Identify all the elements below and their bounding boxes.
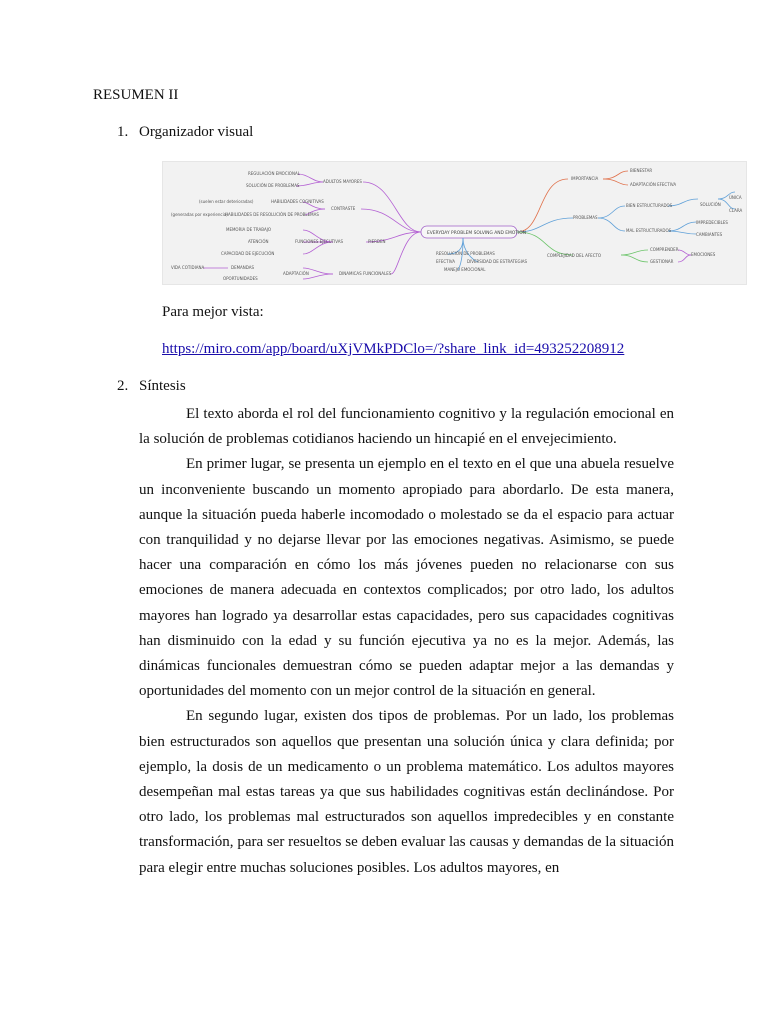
svg-text:ATENCIÓN: ATENCIÓN (248, 239, 269, 244)
svg-text:(suelen estar deterioradas): (suelen estar deterioradas) (199, 199, 254, 204)
svg-text:HABILIDADES DE RESOLUCIÓN DE P: HABILIDADES DE RESOLUCIÓN DE PROBLEMAS (225, 212, 319, 217)
svg-text:ADULTOS MAYORES: ADULTOS MAYORES (323, 179, 362, 184)
svg-text:CAPACIDAD DE EJECUCIÓN: CAPACIDAD DE EJECUCIÓN (221, 251, 275, 256)
svg-text:RESOLUCIÓN DE PROBLEMAS: RESOLUCIÓN DE PROBLEMAS (436, 251, 495, 256)
svg-text:DIVERSIDAD DE ESTRATEGIAS: DIVERSIDAD DE ESTRATEGIAS (467, 259, 528, 264)
section-2-title: Síntesis (139, 378, 186, 394)
svg-text:MANEJO EMOCIONAL: MANEJO EMOCIONAL (444, 267, 486, 272)
svg-text:ADAPTACIÓN: ADAPTACIÓN (283, 271, 309, 276)
svg-text:CLARA: CLARA (729, 208, 743, 213)
svg-text:SOLUCIÓN: SOLUCIÓN (700, 202, 721, 207)
svg-text:COMPLEJIDAD DEL AFECTO: COMPLEJIDAD DEL AFECTO (547, 253, 602, 258)
section-1-number: 1. (117, 124, 129, 140)
svg-text:CAMBIANTES: CAMBIANTES (696, 232, 723, 237)
svg-text:HABILIDADES COGNITIVAS: HABILIDADES COGNITIVAS (271, 199, 324, 204)
svg-text:MAL ESTRUCTURADOS: MAL ESTRUCTURADOS (626, 228, 672, 233)
svg-text:GESTIONAR: GESTIONAR (650, 259, 674, 264)
svg-text:OPORTUNIDADES: OPORTUNIDADES (223, 276, 258, 281)
svg-text:(generadas por experiencia): (generadas por experiencia) (171, 212, 228, 217)
section-1-title: Organizador visual (139, 124, 254, 140)
svg-text:ÚNICA: ÚNICA (729, 195, 742, 200)
svg-text:VIDA COTIDIANA: VIDA COTIDIANA (171, 265, 205, 270)
synthesis-paragraph: En segundo lugar, existen dos tipos de problemas. Por un lado, los problemas bien estructurados son aquellos que presentan una solución única y clara definida; por ejemplo, la dosis de un medicamento o un problema matemático. Los adultos mayores desempeñan mal estas tareas ya que sus habilidades cognitivas están declinándose. Por otro lado, los problemas mal estructurados son aquellos impredecibles y en constante transformación, para ser resueltos se deben evaluar las causas y demandas de la situación para elegir entre muchas soluciones posibles. Los adultos mayores, en (139, 708, 674, 876)
view-label: Para mejor vista: (162, 304, 264, 320)
synthesis-body (139, 402, 674, 881)
synthesis-paragraph: En primer lugar, se presenta un ejemplo en el texto en el que una abuela resuelve un inconveniente buscando un momento apropiado para abordarlo. De esta manera, aunque la situación pueda haberle incomodado o molestado se da el espacio para actuar con tranquilidad y no dejarse llevar por las emociones negativas. Asimismo, se puede hacer una comparación en cómo los más jóvenes pueden no relacionarse con sus emociones de manera adecuada en contextos complicados; por otro lado, los adultos mayores han logrado ya desarrollar estas capacidades, pero sus capacidades cognitivas han disminuido con la edad y su función ejecutiva ya no es la mejor. Además, las dinámicas funcionales demuestran cómo se pueden adaptar mejor a las demandas y oportunidades del momento con un mejor control de la situación en general. (139, 456, 674, 700)
mindmap-image (162, 161, 747, 285)
document-title: RESUMEN II (93, 87, 179, 103)
synthesis-paragraph: El texto aborda el rol del funcionamiento cognitivo y la regulación emocional en la solución de problemas cotidianos haciendo un hincapié en el envejecimiento. (139, 406, 674, 448)
svg-text:EFECTIVA: EFECTIVA (436, 259, 455, 264)
section-2-number: 2. (117, 378, 129, 394)
svg-text:MEMORIA DE TRABAJO: MEMORIA DE TRABAJO (226, 227, 272, 232)
svg-text:EMOCIONES: EMOCIONES (691, 252, 716, 257)
svg-text:FUNCIONES EJECUTIVAS: FUNCIONES EJECUTIVAS (295, 239, 344, 244)
svg-text:PROBLEMAS: PROBLEMAS (573, 215, 598, 220)
svg-text:CONTRASTE: CONTRASTE (331, 206, 356, 211)
svg-text:ADAPTACIÓN EFECTIVA: ADAPTACIÓN EFECTIVA (630, 182, 677, 187)
svg-text:DEMANDAS: DEMANDAS (231, 265, 255, 270)
svg-text:BIEN ESTRUCTURADOS: BIEN ESTRUCTURADOS (626, 203, 673, 208)
svg-text:IMPREDECIBLES: IMPREDECIBLES (696, 220, 728, 225)
mindmap-center-label: EVERYDAY PROBLEM SOLVING AND EMOTION (427, 231, 527, 236)
svg-text:BIENESTAR: BIENESTAR (630, 168, 653, 173)
miro-board-link[interactable]: https://miro.com/app/board/uXjVMkPDClo=/?share_link_id=493252208912 (162, 341, 625, 357)
mindmap-svg (163, 162, 746, 284)
svg-text:PIERDEN: PIERDEN (368, 239, 386, 244)
svg-text:COMPRENDER: COMPRENDER (650, 247, 679, 252)
svg-text:IMPORTANCIA: IMPORTANCIA (571, 176, 599, 181)
svg-text:SOLUCIÓN DE PROBLEMAS: SOLUCIÓN DE PROBLEMAS (246, 183, 300, 188)
svg-text:REGULACIÓN EMOCIONAL: REGULACIÓN EMOCIONAL (248, 171, 300, 176)
svg-text:DINAMICAS FUNCIONALES: DINAMICAS FUNCIONALES (339, 271, 392, 276)
